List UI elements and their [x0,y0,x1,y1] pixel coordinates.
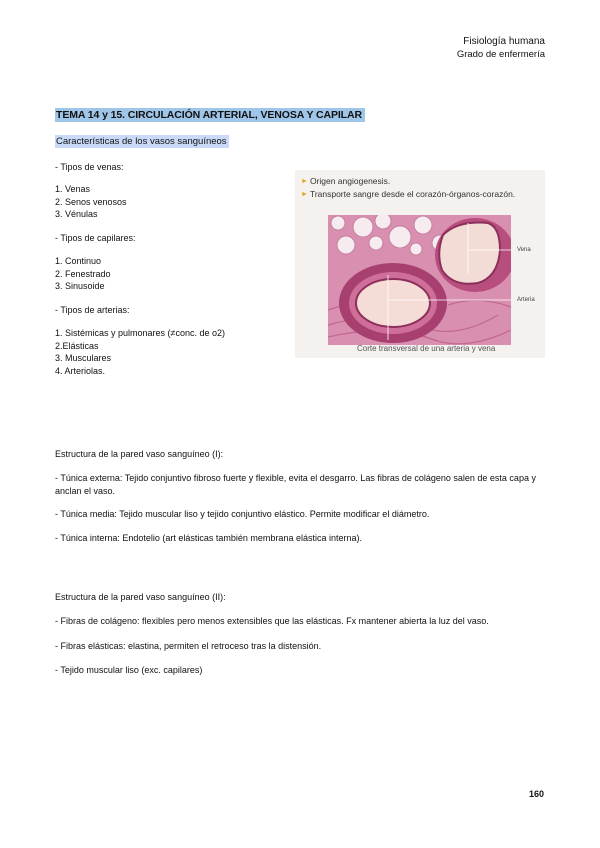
estructura2-heading: Estructura de la pared vaso sanguíneo (II): [55,592,226,602]
section-title: Características de los vasos sanguíneos [56,136,227,147]
figure-bullets [301,175,515,201]
paragraph: - Fibras elásticas: elastina, permiten el retroceso tras la distensión. [55,641,322,651]
header-degree: Grado de enfermería [456,49,545,60]
label-arteria: Arteria [517,297,535,303]
list-item: 3. Vénulas [55,209,98,219]
paragraph: - Túnica interna: Endotelio (art elásticas también membrana elástica interna). [55,533,362,543]
estructura1-heading: Estructura de la pared vaso sanguíneo (I): [55,449,224,459]
venas-heading: - Tipos de venas: [55,162,124,172]
figure-caption: Corte transversal de una arteria y vena [357,344,496,353]
arterias-heading: - Tipos de arterias: [55,305,130,315]
capilares-heading: - Tipos de capilares: [55,233,136,243]
figure-bullet: Transporte sangre desde el corazón-órganos-corazón. [309,189,516,199]
paragraph: - Túnica externa: Tejido conjuntivo fibroso fuerte y flexible, evita el desgarro. Las fibras de colágeno salen de esta capa y anclan el vaso. [55,473,536,496]
list-item: 2. Senos venosos [55,196,127,207]
paragraph: - Fibras de colágeno: flexibles pero menos extensibles que las elásticas. Fx mantener abierta la luz del vaso. [55,616,489,626]
figure-bullet: Origen angiogenesis. [309,176,391,186]
list-item: 2. Fenestrado [55,268,111,279]
paragraph: - Tejido muscular liso (exc. capilares) [55,665,203,675]
capilares-list [55,255,111,293]
paragraph: - Túnica media: Tejido muscular liso y tejido conjuntivo elástico. Permite modificar el diámetro. [55,509,430,519]
list-item: 1. Continuo [55,256,102,266]
list-item: 1. Venas [55,184,91,194]
page-number: 160 [528,789,544,799]
list-item: 2.Elásticas [55,340,99,351]
header-course: Fisiología humana [463,36,545,47]
arterias-list [55,327,225,377]
list-item: 3. Musculares [55,353,112,363]
micrograph-image [328,215,511,345]
label-vena: Vena [517,247,531,253]
histology-figure [295,170,545,358]
list-item: 1. Sistémicas y pulmonares (≠conc. de o2) [55,328,226,338]
venas-list [55,183,127,221]
arrow-bullet-icon: ► [301,191,308,198]
page-title: TEMA 14 y 15. CIRCULACIÓN ARTERIAL, VENOSA Y CAPILAR [55,108,365,122]
list-item: 3. Sinusoide [55,281,105,291]
arrow-bullet-icon: ► [301,178,308,185]
list-item: 4. Arteriolas. [55,365,106,376]
